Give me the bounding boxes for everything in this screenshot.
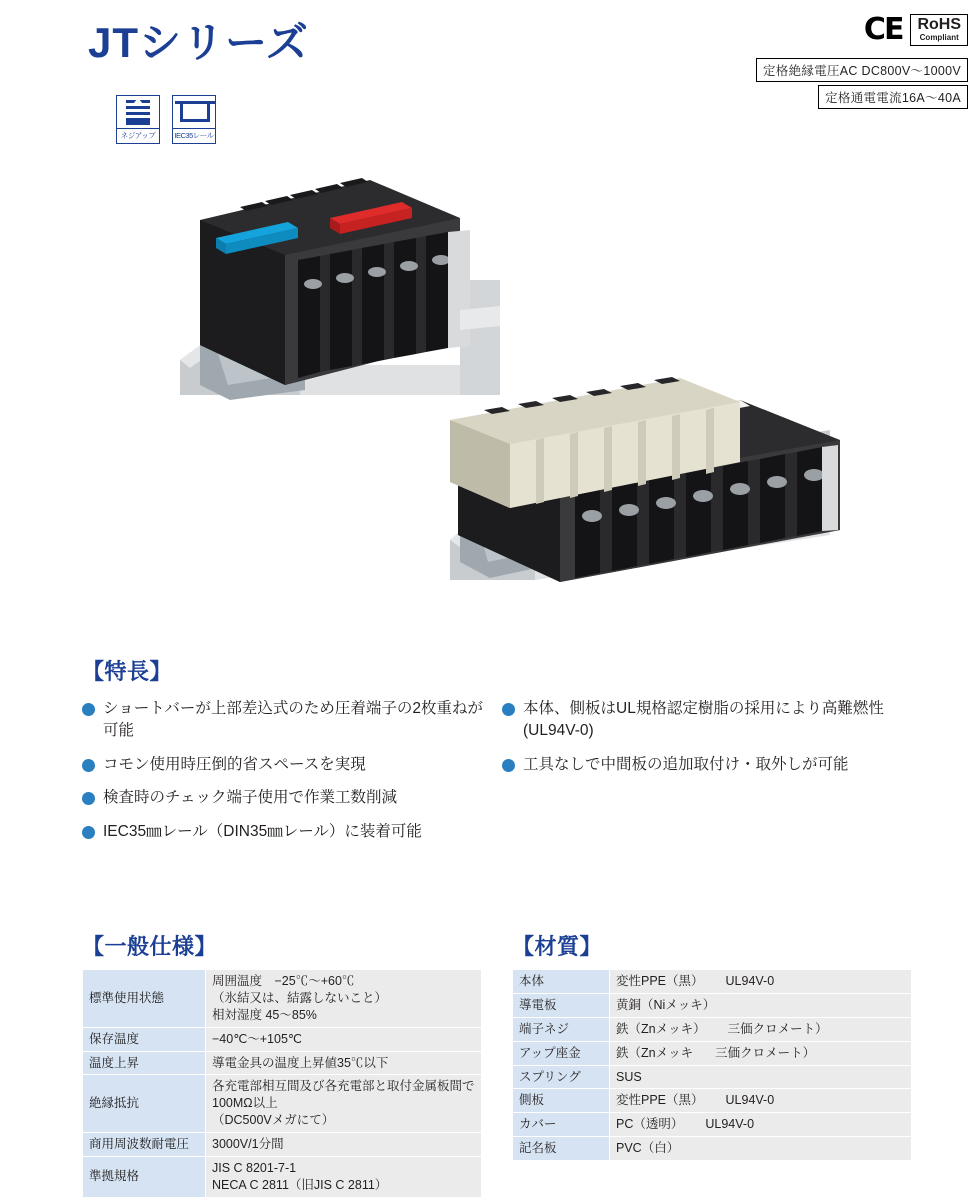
table-row: [83, 1051, 482, 1075]
general-spec-block: [82, 930, 482, 1198]
feature-text: 工具なしで中間板の追加取付け・取外しが可能: [523, 755, 849, 773]
table-row: [513, 993, 912, 1017]
screw-up-pictogram: [116, 95, 160, 144]
material-heading: 【材質】: [512, 934, 603, 959]
row-value: [610, 1089, 912, 1113]
general-spec-table: [82, 969, 482, 1198]
bullet-icon: [82, 703, 95, 716]
bullet-icon: [82, 826, 95, 839]
row-key: 保存温度: [83, 1027, 206, 1051]
material-extra: UL94V-0: [725, 974, 775, 988]
row-key: 端子ネジ: [513, 1017, 610, 1041]
row-value: 各充電部相互間及び各充電部と取付金属板間で100MΩ以上 （DC500Vメガにて）: [206, 1075, 482, 1133]
feature-item: [82, 821, 492, 843]
material-value: 鉄（Znメッキ: [616, 1045, 694, 1060]
material-value: SUS: [616, 1069, 642, 1084]
feature-pictograms: [116, 95, 216, 144]
table-row: [83, 970, 482, 1028]
row-key: 温度上昇: [83, 1051, 206, 1075]
row-key: 標準使用状態: [83, 970, 206, 1028]
product-photo-area: [0, 150, 980, 650]
material-extra: 三価クロメート）: [727, 1021, 828, 1036]
features-column-right: [492, 698, 912, 854]
table-row: [513, 1137, 912, 1161]
iec35-rail-icon: [172, 95, 216, 129]
table-row: [513, 1065, 912, 1089]
row-key: 商用周波数耐電圧: [83, 1133, 206, 1157]
material-value: PVC（白）: [616, 1141, 680, 1156]
certification-marks: [864, 14, 968, 46]
bullet-icon: [502, 759, 515, 772]
screw-up-caption: ネジアップ: [116, 129, 160, 144]
row-value: [610, 1113, 912, 1137]
feature-item: [82, 787, 492, 809]
table-row: [513, 1017, 912, 1041]
rohs-badge: [910, 14, 968, 46]
bullet-icon: [502, 703, 515, 716]
row-key: 導電板: [513, 993, 610, 1017]
material-block: [512, 930, 912, 1198]
row-key: 記名板: [513, 1137, 610, 1161]
rating-voltage-badge: 定格絶縁電圧AC DC800V〜1000V: [756, 58, 968, 82]
page-title: JTシリーズ: [88, 19, 309, 66]
feature-item: [82, 698, 492, 743]
rating-current-badge: 定格通電電流16A〜40A: [818, 85, 968, 109]
feature-text: ショートバーが上部差込式のため圧着端子の2枚重ねが可能: [103, 700, 484, 740]
table-row: [513, 1113, 912, 1137]
iec35-rail-caption: IEC35レール: [172, 129, 216, 144]
material-value: 鉄（Znメッキ）: [616, 1021, 706, 1036]
material-value: PC（透明）: [616, 1117, 684, 1132]
row-key: スプリング: [513, 1065, 610, 1089]
row-value: [610, 970, 912, 994]
row-value: JIS C 8201-7-1 NECA C 2811（旧JIS C 2811）: [206, 1156, 482, 1197]
bullet-icon: [82, 759, 95, 772]
row-value: 3000V/1分間: [206, 1133, 482, 1157]
row-value: 導電金具の温度上昇値35℃以下: [206, 1051, 482, 1075]
feature-text: 検査時のチェック端子使用で作業工数削減: [103, 789, 398, 807]
feature-item: [82, 754, 492, 776]
row-key: 準拠規格: [83, 1156, 206, 1197]
feature-text: IEC35㎜レール（DIN35㎜レール）に装着可能: [103, 822, 422, 840]
screw-up-icon: [116, 95, 160, 129]
row-value: [610, 1137, 912, 1161]
row-key: カバー: [513, 1113, 610, 1137]
iec35-rail-pictogram: [172, 95, 216, 144]
material-extra: UL94V-0: [725, 1093, 775, 1108]
product-photo-beige-block: [440, 330, 860, 635]
row-value: [610, 1017, 912, 1041]
general-spec-heading: 【一般仕様】: [82, 934, 218, 959]
row-value: [610, 1065, 912, 1089]
table-row: [83, 1156, 482, 1197]
material-extra: UL94V-0: [705, 1117, 755, 1132]
material-extra: 三価クロメート）: [715, 1045, 816, 1060]
material-value: 変性PPE（黒）: [616, 974, 704, 988]
table-row: [513, 1041, 912, 1065]
row-value: −40℃〜+105℃: [206, 1027, 482, 1051]
row-key: アップ座金: [513, 1041, 610, 1065]
features-section: [82, 655, 912, 854]
row-key: 本体: [513, 970, 610, 994]
rating-badges: [756, 58, 968, 109]
feature-text: コモン使用時圧倒的省スペースを実現: [103, 755, 366, 773]
row-value: [610, 993, 912, 1017]
row-value: [610, 1041, 912, 1065]
features-heading: 【特長】: [82, 659, 173, 684]
material-value: 黄銅（Niメッキ）: [616, 997, 716, 1012]
feature-text: 本体、側板はUL規格認定樹脂の採用により高難燃性(UL94V-0): [523, 700, 884, 740]
material-table: [512, 969, 912, 1161]
row-key: 絶縁抵抗: [83, 1075, 206, 1133]
table-row: [83, 1027, 482, 1051]
table-row: [83, 1075, 482, 1133]
rohs-label: RoHS: [917, 16, 961, 33]
feature-item: [502, 698, 912, 743]
feature-item: [502, 754, 912, 776]
table-row: [83, 1133, 482, 1157]
page-header: [0, 0, 980, 150]
ce-mark-icon: CE: [863, 12, 903, 48]
material-value: 変性PPE（黒）: [616, 1093, 704, 1108]
bullet-icon: [82, 792, 95, 805]
rohs-sublabel: Compliant: [919, 32, 959, 42]
spec-tables: [82, 930, 912, 1198]
features-column-left: [82, 698, 492, 854]
table-row: [513, 1089, 912, 1113]
row-key: 側板: [513, 1089, 610, 1113]
table-row: [513, 970, 912, 994]
row-value: 周囲温度 −25℃〜+60℃ （氷結又は、結露しないこと） 相対湿度 45〜85%: [206, 970, 482, 1028]
